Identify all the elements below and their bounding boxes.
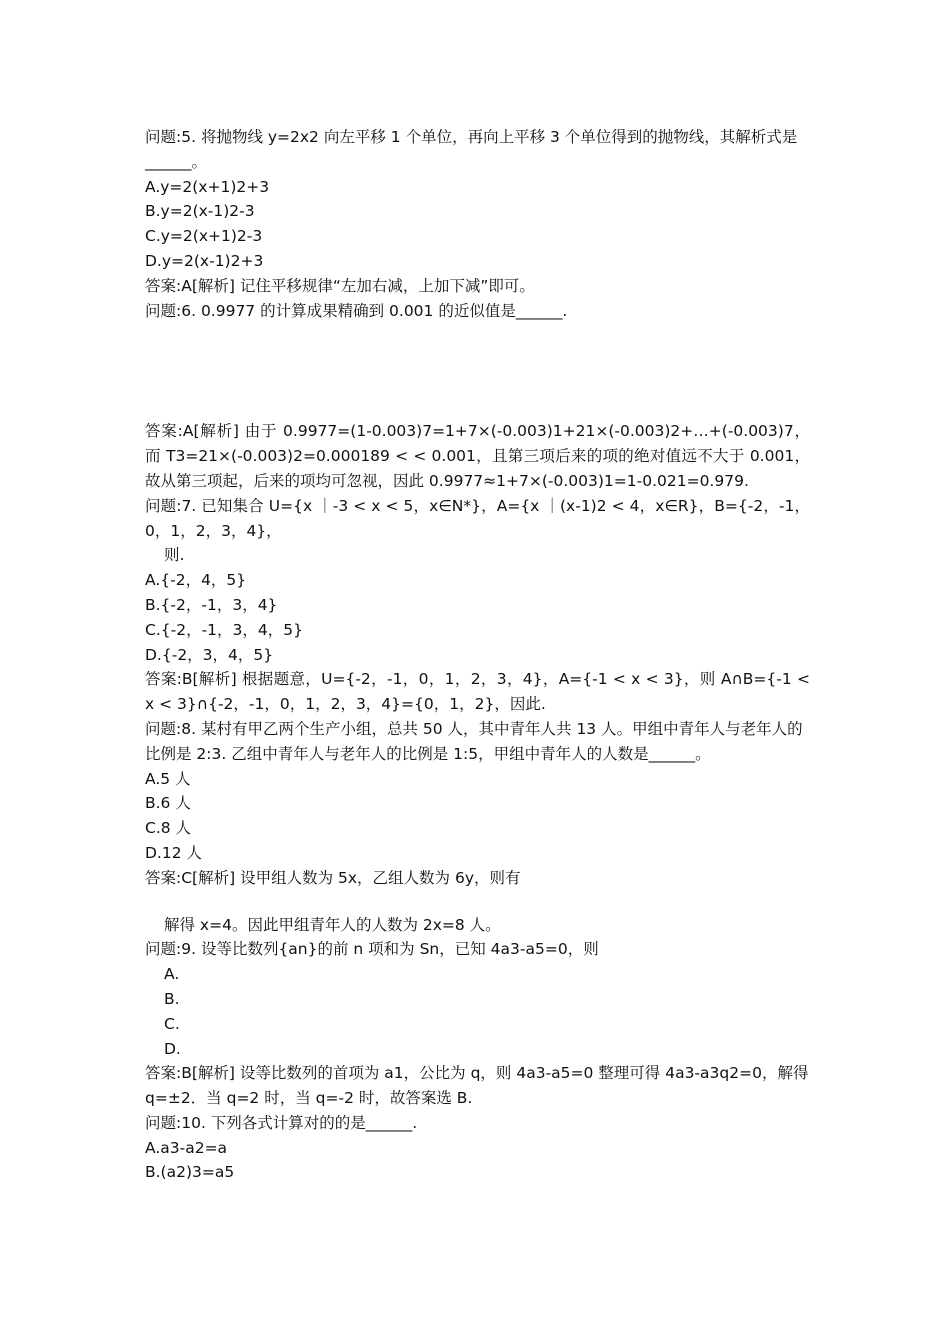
- question-8-answer: 答案:C[解析] 设甲组人数为 5x，乙组人数为 6y，则有: [145, 868, 521, 887]
- question-5-option-b: B.y=2(x-1)2-3: [145, 202, 255, 221]
- question-8-option-d: D.12 人: [145, 843, 203, 862]
- question-9-option-a: A.: [164, 965, 180, 984]
- question-9-option-d: D.: [164, 1039, 181, 1058]
- question-7-stem-continued: 则.: [164, 546, 185, 565]
- document-page: [145, 125, 810, 1185]
- question-8-option-b: B.6 人: [145, 794, 191, 813]
- question-7-option-c: C.{-2，-1，3，4，5}: [145, 620, 303, 639]
- question-7-option-b: B.{-2，-1，3，4}: [145, 595, 278, 614]
- question-6-blank-area: [145, 323, 810, 419]
- question-10-option-b: B.(a2)3=a5: [145, 1163, 235, 1182]
- question-5-option-c: C.y=2(x+1)2-3: [145, 227, 263, 246]
- question-8-option-c: C.8 人: [145, 819, 192, 838]
- question-5-answer: 答案:A[解析] 记住平移规律“左加右减，上加下减”即可。: [145, 276, 535, 295]
- question-7-answer: 答案:B[解析] 根据题意，U={-2，-1，0，1，2，3，4}，A={-1 < x < 3}，则 A∩B={-1 < x < 3}∩{-2，-1，0，1，2，3，4}={0，1，2}，因此.: [145, 670, 810, 714]
- question-10-option-a: A.a3-a2=a: [145, 1138, 228, 1157]
- question-5-option-a: A.y=2(x+1)2+3: [145, 177, 270, 196]
- question-8-stem: 问题:8. 某村有甲乙两个生产小组，总共 50 人，其中青年人共 13 人。甲组中青年人与老年人的比例是 2:3. 乙组中青年人与老年人的比例是 1:5，甲组中青年人的人数是______。: [145, 719, 803, 763]
- question-7-stem: 问题:7. 已知集合 U={x ｜-3 < x < 5，x∈N*}，A={x ｜(x-1)2 < 4，x∈R}，B={-2，-1，0，1，2，3，4}，: [145, 496, 810, 540]
- question-9-option-c: C.: [164, 1014, 180, 1033]
- question-5-option-d: D.y=2(x-1)2+3: [145, 251, 264, 270]
- question-9-stem: 问题:9. 设等比数列{an}的前 n 项和为 Sn，已知 4a3-a5=0，则: [145, 940, 599, 959]
- question-10-stem: 问题:10. 下列各式计算对的的是______.: [145, 1113, 418, 1132]
- question-8-formula-area: [145, 891, 810, 913]
- question-9-answer: 答案:B[解析] 设等比数列的首项为 a1，公比为 q，则 4a3-a5=0 整理可得 4a3-a3q2=0，解得 q=±2．当 q=2 时，当 q=-2 时，故答案选 B.: [145, 1064, 809, 1108]
- question-8-option-a: A.5 人: [145, 769, 191, 788]
- question-9-option-b: B.: [164, 989, 180, 1008]
- question-7-option-a: A.{-2，4，5}: [145, 571, 247, 590]
- question-5-stem: 问题:5. 将抛物线 y=2x2 向左平移 1 个单位，再向上平移 3 个单位得到的抛物线，其解析式是______。: [145, 128, 798, 171]
- question-6-answer: 答案:A[解析] 由于 0.9977=(1-0.003)7=1+7×(-0.003)1+21×(-0.003)2+…+(-0.003)7，而 T3=21×(-0.003)2=0.000189 < < 0.001，且第三项后来的项的绝对值远不大于 0.001，故从第三项起，后来的项均可忽视，因此 0.9977≈1+7×(-0.003)1=1-0.021=0.979.: [145, 422, 810, 490]
- question-6-stem: 问题:6. 0.9977 的计算成果精确到 0.001 的近似值是______.: [145, 301, 568, 320]
- question-8-answer-continued: 解得 x=4。因此甲组青年人的人数为 2x=8 人。: [164, 915, 501, 934]
- question-7-option-d: D.{-2，3，4，5}: [145, 645, 274, 664]
